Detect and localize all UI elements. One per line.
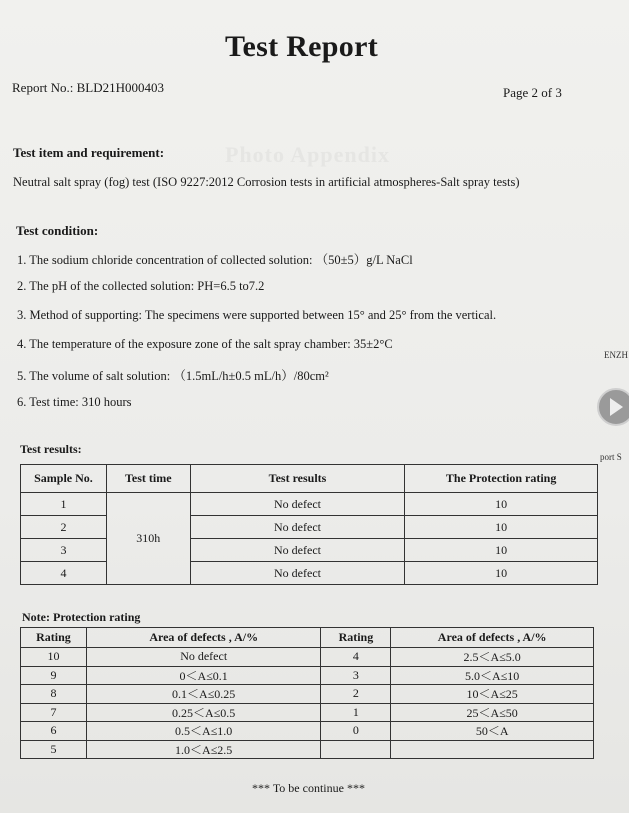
test-results-heading: Test results: [20, 442, 82, 456]
result-cell: No defect [190, 493, 405, 516]
rating-cell: 10 [21, 648, 87, 667]
rating-cell: 10 [405, 562, 598, 585]
test-condition-heading: Test condition: [16, 223, 99, 238]
table-header-row [21, 628, 594, 648]
area-cell: 0.25＜A≤0.5 [86, 703, 321, 722]
protection-note-heading: Note: Protection rating [22, 610, 141, 624]
rating-cell: 0 [321, 722, 391, 741]
table-row [21, 722, 594, 741]
area-cell: No defect [86, 648, 321, 667]
area-cell: 25＜A≤50 [391, 703, 594, 722]
rating-cell: 8 [21, 685, 87, 704]
column-header: Sample No. [21, 465, 107, 493]
rating-cell: 4 [321, 648, 391, 667]
rating-cell: 2 [321, 685, 391, 704]
column-header: Area of defects , A/% [391, 628, 594, 648]
page-title: Test Report [224, 30, 378, 63]
rating-cell: 6 [21, 722, 87, 741]
condition-item: 1. The sodium chloride concentration of collected solution: （50±5）g/L NaCl [17, 253, 413, 267]
column-header: Rating [21, 628, 87, 648]
area-cell: 1.0＜A≤2.5 [86, 740, 321, 759]
rating-cell: 7 [21, 703, 87, 722]
result-cell: No defect [190, 516, 405, 539]
condition-item: 3. Method of supporting: The specimens were supported between 15° and 25° from the vertical. [17, 308, 497, 322]
column-header: Area of defects , A/% [86, 628, 321, 648]
protection-rating-table [20, 627, 594, 759]
rating-cell [321, 740, 391, 759]
test-results-table [20, 464, 598, 585]
rating-cell: 10 [405, 539, 598, 562]
rating-cell: 10 [405, 516, 598, 539]
area-cell [391, 740, 594, 759]
condition-item: 6. Test time: 310 hours [17, 395, 132, 409]
rating-cell: 1 [321, 703, 391, 722]
condition-item: 5. The volume of salt solution: （1.5mL/h±0.5 mL/h）/80cm² [17, 369, 329, 383]
result-cell: No defect [190, 562, 405, 585]
edge-label: port S [600, 452, 622, 462]
sample-number: 2 [21, 516, 107, 539]
column-header: The Protection rating [405, 465, 598, 493]
edge-label: ENZH [604, 350, 628, 360]
next-arrow-button[interactable] [597, 388, 629, 426]
condition-item: 4. The temperature of the exposure zone of the salt spray chamber: 35±2°C [17, 337, 393, 351]
test-item-text: Neutral salt spray (fog) test (ISO 9227:2012 Corrosion tests in artificial atmospheres-Salt spray tests) [13, 175, 520, 189]
watermark-text: Photo Appendix [225, 142, 390, 167]
test-item-heading: Test item and requirement: [13, 145, 165, 160]
result-cell: No defect [190, 539, 405, 562]
sample-number: 4 [21, 562, 107, 585]
column-header: Test time [106, 465, 190, 493]
rating-cell: 10 [405, 493, 598, 516]
table-row [21, 685, 594, 704]
column-header: Test results [190, 465, 405, 493]
sample-number: 1 [21, 493, 107, 516]
area-cell: 0＜A≤0.1 [86, 666, 321, 685]
area-cell: 5.0＜A≤10 [391, 666, 594, 685]
area-cell: 10＜A≤25 [391, 685, 594, 704]
area-cell: 50＜A [391, 722, 594, 741]
area-cell: 2.5＜A≤5.0 [391, 648, 594, 667]
rating-cell: 9 [21, 666, 87, 685]
table-row [21, 703, 594, 722]
table-row [21, 493, 598, 516]
continue-footer: *** To be continue *** [252, 781, 365, 795]
table-row [21, 648, 594, 667]
condition-item: 2. The pH of the collected solution: PH=6.5 to7.2 [17, 279, 265, 293]
table-row [21, 666, 594, 685]
area-cell: 0.5＜A≤1.0 [86, 722, 321, 741]
area-cell: 0.1＜A≤0.25 [86, 685, 321, 704]
play-arrow-icon [610, 398, 623, 416]
rating-cell: 3 [321, 666, 391, 685]
column-header: Rating [321, 628, 391, 648]
table-header-row [21, 465, 598, 493]
sample-number: 3 [21, 539, 107, 562]
rating-cell: 5 [21, 740, 87, 759]
page-number: Page 2 of 3 [503, 85, 562, 100]
report-number: Report No.: BLD21H000403 [12, 80, 165, 95]
test-time-cell: 310h [106, 493, 190, 585]
table-row [21, 740, 594, 759]
